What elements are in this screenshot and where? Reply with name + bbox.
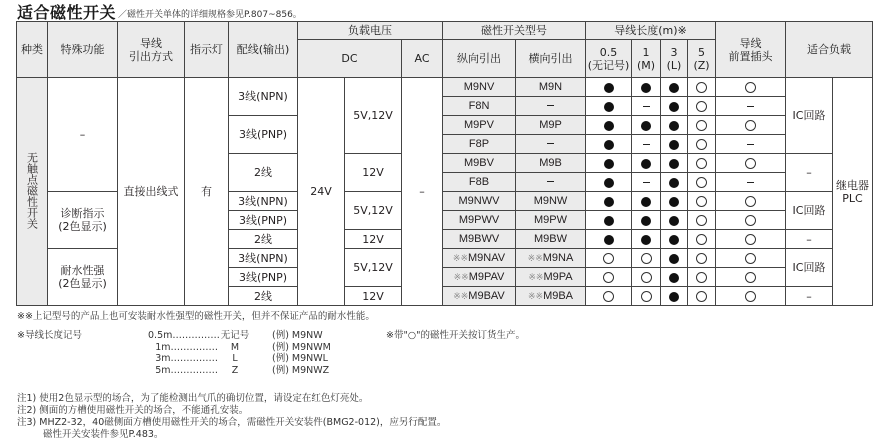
filled-circle-icon: [604, 83, 614, 93]
load-cell: IC回路: [786, 192, 833, 230]
dc-24v-cell: 24V: [298, 78, 345, 306]
len-cell: [688, 211, 716, 230]
connector-cell: [716, 135, 786, 154]
len-cell: [586, 154, 632, 173]
hollow-circle-icon: [603, 291, 614, 302]
plc-label: PLC: [842, 191, 863, 205]
load-cell: –: [786, 287, 833, 306]
filled-circle-icon: [669, 254, 679, 264]
header-vertical-entry: 纵向引出: [443, 40, 516, 78]
len-cell: [661, 135, 688, 154]
dc-voltage-cell: 12V: [345, 287, 402, 306]
dash-icon: [547, 143, 554, 145]
model-horizontal: [516, 173, 586, 192]
wiring-cell: 3线(NPN): [229, 249, 298, 268]
load-cell: –: [786, 230, 833, 249]
title-main: 适合磁性开关: [17, 3, 117, 22]
header-horizontal-entry: 横向引出: [516, 40, 586, 78]
special-function-water-resistant: [48, 249, 118, 306]
title-subtitle: ／磁性开关单体的详细规格参见P.807~856。: [118, 10, 302, 20]
header-load-voltage: 负载电压: [298, 22, 443, 40]
note-water-resistant: ※※上记型号的产品上也可安装耐水性强型的磁性开关，但并不保证产品的耐水性能。: [17, 311, 375, 322]
filled-circle-icon: [641, 83, 651, 93]
model-horizontal: M9BW: [516, 230, 586, 249]
wiring-cell: 3线(NPN): [229, 192, 298, 211]
filled-circle-icon: [669, 292, 679, 302]
dc-voltage-cell: 5V,12V: [345, 192, 402, 230]
model-horizontal: M9B: [516, 154, 586, 173]
lead-length: 3m……………: [155, 353, 218, 364]
model-vertical: M9NV: [443, 78, 516, 97]
filled-circle-icon: [604, 102, 614, 112]
filled-circle-icon: [669, 102, 679, 112]
lead-length-symbol: M: [230, 341, 240, 353]
hollow-circle-icon: [696, 177, 707, 188]
dash-icon: [643, 106, 650, 108]
note-2: 注2) 侧面的方槽使用磁性开关的场合，不能通孔安装。: [17, 405, 249, 416]
hollow-circle-icon: [745, 234, 756, 245]
len-cell: [586, 211, 632, 230]
len-1-l2: (M): [636, 58, 656, 72]
note-3: 注3) MHZ2-32，40磁侧面方槽使用磁性开关的场合，需磁性开关安装件(BMG2-012)，应另行配置。: [17, 417, 447, 428]
hollow-circle-icon: [696, 196, 707, 207]
lead-length-symbol: Z: [231, 364, 239, 376]
len-cell: [586, 173, 632, 192]
header-len-5: [688, 40, 716, 78]
len-cell: [688, 116, 716, 135]
dash-icon: [643, 182, 650, 184]
special-function-none: –: [48, 78, 118, 192]
filled-circle-icon: [669, 140, 679, 150]
lead-length-example: (例) M9NWL: [272, 353, 328, 364]
connector-cell: [716, 97, 786, 116]
model-vertical: M9NWV: [443, 192, 516, 211]
len-1-l1: 1: [642, 45, 650, 59]
len-cell: [661, 116, 688, 135]
header-len-3: [661, 40, 688, 78]
connector-cell: [716, 154, 786, 173]
lead-length: 0.5m……………: [148, 330, 220, 341]
hollow-circle-icon: [641, 272, 652, 283]
len-cell: [632, 211, 661, 230]
filled-circle-icon: [669, 216, 679, 226]
len-cell: [688, 249, 716, 268]
filled-circle-icon: [669, 197, 679, 207]
header-precabled-connector-l2: 前置插头: [728, 49, 773, 63]
filled-circle-icon: [669, 121, 679, 131]
header-precabled-connector-l1: 导线: [739, 36, 762, 50]
len-cell: [632, 230, 661, 249]
filled-circle-icon: [641, 121, 651, 131]
note-made-to-order: ※带"○"的磁性开关按订货生产。: [386, 330, 525, 341]
model-horizontal: [516, 135, 586, 154]
header-lead-wire-entry-l1: 导线: [140, 36, 162, 50]
lead-length-row: [148, 330, 331, 342]
special-function-diagnostic: [48, 192, 118, 249]
hollow-circle-icon: [745, 215, 756, 226]
len-cell: [661, 287, 688, 306]
hollow-circle-icon: [696, 253, 707, 264]
filled-circle-icon: [604, 178, 614, 188]
dc-voltage-cell: 12V: [345, 154, 402, 192]
len-cell: [632, 268, 661, 287]
len-cell: [661, 268, 688, 287]
len-cell: [586, 116, 632, 135]
dc-voltage-cell: 5V,12V: [345, 78, 402, 154]
len-cell: [632, 135, 661, 154]
relay-plc-cell: [833, 78, 873, 306]
filled-circle-icon: [641, 235, 651, 245]
water-l1: 耐水性强: [60, 264, 105, 277]
model-horizontal: ※※M9BA: [516, 287, 586, 306]
len-cell: [586, 287, 632, 306]
type-cell: [17, 78, 48, 306]
model-horizontal: ※※M9NA: [516, 249, 586, 268]
len-3-l1: 3: [670, 45, 678, 59]
connector-cell: [716, 78, 786, 97]
type-label: 无触点磁性开关: [25, 151, 39, 229]
lead-length-row: [148, 342, 331, 354]
len-cell: [632, 173, 661, 192]
lead-wire-entry-value: 直接出线式: [123, 185, 179, 198]
len-cell: [661, 249, 688, 268]
model-horizontal: M9P: [516, 116, 586, 135]
len-cell: [632, 97, 661, 116]
header-len-0.5: [586, 40, 632, 78]
filled-circle-icon: [604, 216, 614, 226]
hollow-circle-icon: [696, 234, 707, 245]
len-cell: [688, 230, 716, 249]
diag-l1: 诊断指示: [60, 207, 105, 220]
header-lead-wire-entry: [118, 22, 185, 78]
len-cell: [661, 211, 688, 230]
len-cell: [661, 97, 688, 116]
header-switch-model: 磁性开关型号: [443, 22, 586, 40]
len-cell: [632, 78, 661, 97]
len-cell: [688, 192, 716, 211]
filled-circle-icon: [669, 178, 679, 188]
len-cell: [688, 173, 716, 192]
filled-circle-icon: [641, 216, 651, 226]
len-cell: [688, 287, 716, 306]
len-cell: [688, 268, 716, 287]
header-type: 种类: [17, 22, 48, 78]
hollow-circle-icon: [603, 253, 614, 264]
model-vertical: F8P: [443, 135, 516, 154]
model-horizontal: M9N: [516, 78, 586, 97]
connector-cell: [716, 268, 786, 287]
hollow-circle-icon: [696, 291, 707, 302]
wiring-cell: 3线(NPN): [229, 78, 298, 116]
model-vertical: ※※M9PAV: [443, 268, 516, 287]
lead-length-table: [148, 330, 331, 376]
len-cell: [661, 173, 688, 192]
dash-icon: [643, 144, 650, 146]
connector-cell: [716, 230, 786, 249]
len-3-l2: (L): [666, 58, 682, 72]
model-vertical: M9PWV: [443, 211, 516, 230]
header-lead-wire-length: 导线长度(m)※: [586, 22, 716, 40]
hollow-circle-icon: [696, 120, 707, 131]
water-l2: (2色显示): [58, 277, 107, 290]
load-cell: –: [786, 154, 833, 192]
model-vertical: M9PV: [443, 116, 516, 135]
hollow-circle-icon: [696, 139, 707, 150]
dc-voltage-cell: 12V: [345, 230, 402, 249]
len-cell: [586, 97, 632, 116]
dash-icon: [547, 105, 554, 107]
lead-length-symbol: 无记号: [220, 330, 250, 341]
hollow-circle-icon: [696, 82, 707, 93]
filled-circle-icon: [669, 159, 679, 169]
len-05-l1: 0.5: [599, 45, 618, 59]
load-cell: IC回路: [786, 78, 833, 154]
model-vertical: ※※M9BAV: [443, 287, 516, 306]
hollow-circle-icon: [603, 272, 614, 283]
dash-icon: [547, 181, 554, 183]
filled-circle-icon: [641, 197, 651, 207]
header-dc: DC: [298, 40, 402, 78]
filled-circle-icon: [641, 159, 651, 169]
lead-wire-entry-cell: [118, 78, 185, 306]
dash-icon: [747, 144, 754, 146]
hollow-circle-icon: [696, 158, 707, 169]
switch-spec-table: [16, 21, 873, 306]
hollow-circle-icon: [745, 120, 756, 131]
model-vertical: ※※M9NAV: [443, 249, 516, 268]
header-indicator-light: 指示灯: [185, 22, 229, 78]
hollow-circle-icon: [745, 196, 756, 207]
len-cell: [688, 97, 716, 116]
model-horizontal: ※※M9PA: [516, 268, 586, 287]
lead-length-example: (例) M9NWM: [272, 341, 331, 353]
len-cell: [688, 78, 716, 97]
connector-cell: [716, 249, 786, 268]
hollow-circle-icon: [745, 253, 756, 264]
lead-length: 1m……………: [155, 341, 218, 353]
len-cell: [632, 192, 661, 211]
len-cell: [661, 78, 688, 97]
note-1: 注1) 使用2色显示型的场合，为了能检测出气爪的确切位置，请设定在红色灯亮处。: [17, 393, 369, 404]
filled-circle-icon: [604, 235, 614, 245]
len-cell: [632, 249, 661, 268]
connector-cell: [716, 192, 786, 211]
connector-cell: [716, 173, 786, 192]
hollow-circle-icon: [696, 215, 707, 226]
note-3-continued: 磁性开关安装件参见P.483。: [43, 429, 164, 440]
filled-circle-icon: [669, 273, 679, 283]
section-title: [17, 2, 302, 22]
filled-circle-icon: [604, 140, 614, 150]
model-vertical: M9BWV: [443, 230, 516, 249]
hollow-circle-icon: [641, 291, 652, 302]
wiring-cell: 3线(PNP): [229, 211, 298, 230]
model-horizontal: M9NW: [516, 192, 586, 211]
hollow-circle-icon: [696, 272, 707, 283]
hollow-circle-icon: [745, 82, 756, 93]
diag-l2: (2色显示): [58, 220, 107, 233]
wiring-cell: 3线(PNP): [229, 268, 298, 287]
len-cell: [586, 78, 632, 97]
hollow-circle-icon: [745, 158, 756, 169]
len-cell: [688, 135, 716, 154]
model-horizontal: [516, 97, 586, 116]
filled-circle-icon: [604, 159, 614, 169]
filled-circle-icon: [604, 197, 614, 207]
len-5-l2: (Z): [693, 58, 710, 72]
relay-label: 继电器: [836, 178, 869, 192]
len-cell: [661, 230, 688, 249]
wiring-cell: 2线: [229, 154, 298, 192]
lead-length: 5m……………: [155, 364, 218, 376]
hollow-circle-icon: [745, 272, 756, 283]
model-horizontal: M9PW: [516, 211, 586, 230]
load-cell: IC回路: [786, 249, 833, 287]
dash-icon: [747, 182, 754, 184]
filled-circle-icon: [669, 235, 679, 245]
lead-length-row: [148, 353, 331, 365]
model-vertical: F8B: [443, 173, 516, 192]
wiring-cell: 2线: [229, 230, 298, 249]
lead-length-row: [148, 365, 331, 377]
header-precabled-connector: [716, 22, 786, 78]
lead-length-symbol: L: [232, 353, 238, 364]
filled-circle-icon: [669, 83, 679, 93]
wiring-cell: 2线: [229, 287, 298, 306]
dash-icon: [747, 106, 754, 108]
wiring-cell: 3线(PNP): [229, 116, 298, 154]
header-applicable-load: 适合负载: [786, 22, 873, 78]
filled-circle-icon: [604, 121, 614, 131]
ac-cell: –: [402, 78, 443, 306]
len-cell: [586, 135, 632, 154]
len-cell: [632, 154, 661, 173]
connector-cell: [716, 116, 786, 135]
len-cell: [632, 116, 661, 135]
len-cell: [586, 249, 632, 268]
len-5-l1: 5: [698, 45, 705, 59]
hollow-circle-icon: [641, 253, 652, 264]
indicator-light-cell: 有: [185, 78, 229, 306]
table-row: [17, 78, 873, 97]
lead-length-example: (例) M9NW: [272, 330, 323, 341]
dc-voltage-cell: 5V,12V: [345, 249, 402, 287]
header-ac: AC: [402, 40, 443, 78]
model-vertical: F8N: [443, 97, 516, 116]
hollow-circle-icon: [696, 101, 707, 112]
header-special-function: 特殊功能: [48, 22, 118, 78]
len-cell: [586, 268, 632, 287]
header-wiring-output: 配线(输出): [229, 22, 298, 78]
connector-cell: [716, 211, 786, 230]
lead-length-example: (例) M9NWZ: [272, 364, 330, 376]
model-vertical: M9BV: [443, 154, 516, 173]
len-cell: [586, 192, 632, 211]
connector-cell: [716, 287, 786, 306]
len-cell: [661, 192, 688, 211]
header-len-1: [632, 40, 661, 78]
header-lead-wire-entry-l2: 引出方式: [129, 49, 173, 63]
note-lead-length-label: ※导线长度记号: [17, 330, 82, 341]
hollow-circle-icon: [745, 291, 756, 302]
len-cell: [661, 154, 688, 173]
len-cell: [688, 154, 716, 173]
len-05-l2: (无记号): [587, 58, 630, 72]
len-cell: [586, 230, 632, 249]
len-cell: [632, 287, 661, 306]
